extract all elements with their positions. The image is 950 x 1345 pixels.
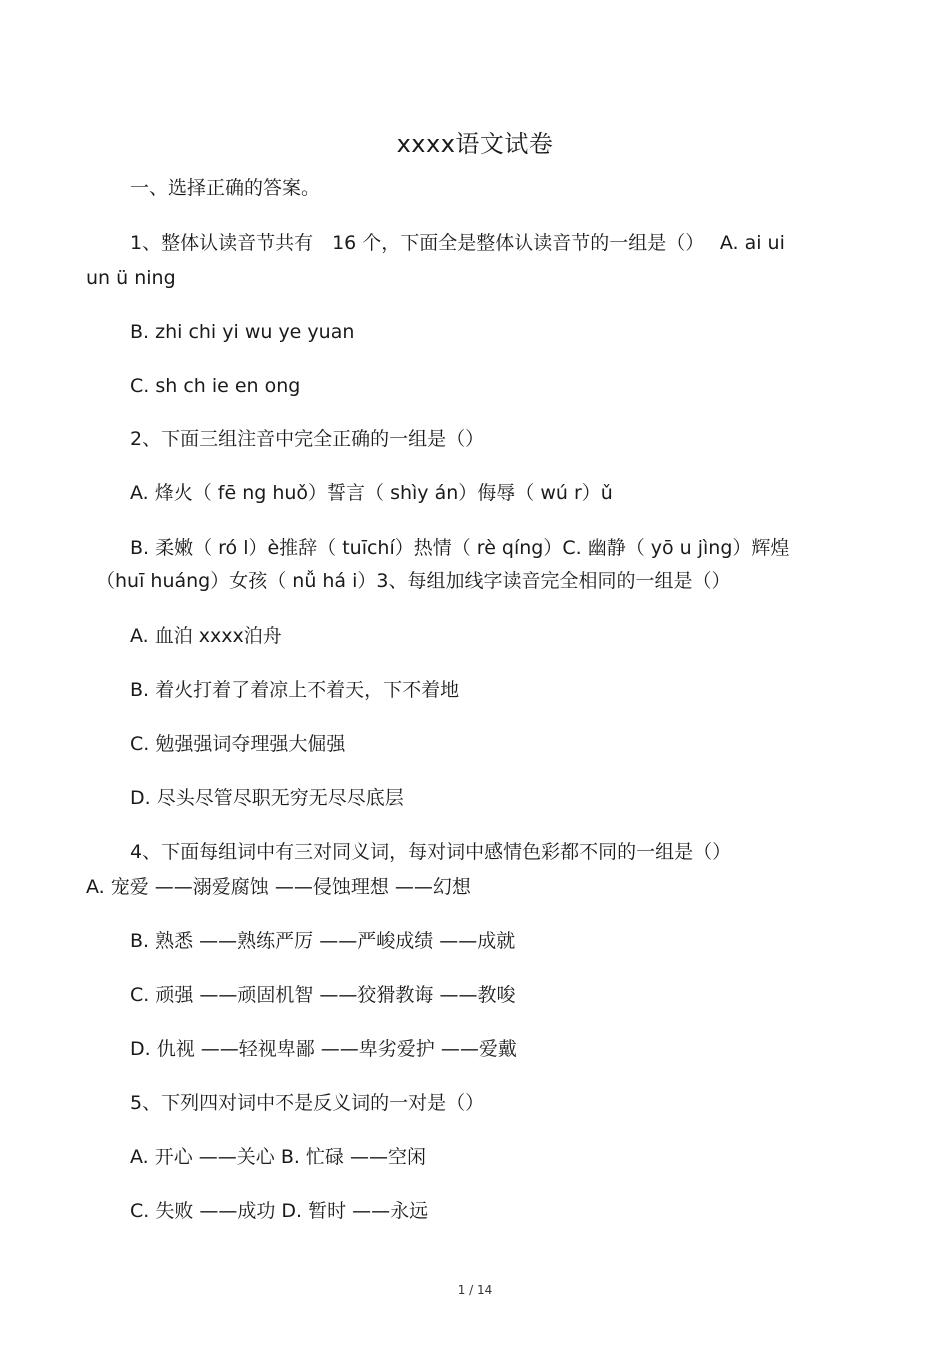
q4-option-d: D. 仇视 ——轻视卑鄙 ——卑劣爱护 ——爱戴 — [130, 1038, 517, 1060]
q5-options-cd: C. 失败 ——成功 D. 暂时 ——永远 — [130, 1200, 429, 1222]
q1-option-b: B. zhi chi yi wu ye yuan — [130, 321, 355, 343]
question-2: 2、下面三组注音中完全正确的一组是（） — [130, 428, 485, 450]
q3-option-d: D. 尽头尽管尽职无穷无尽尽底层 — [130, 787, 404, 809]
q2-option-c-cont: （huī huáng）女孩（ nǚ há i）3、每组加线字读音完全相同的一组是（） — [96, 570, 731, 592]
question-1-cont: un ü ning — [86, 267, 176, 289]
question-4: 4、下面每组词中有三对同义词，每对词中感情色彩都不同的一组是（） — [130, 841, 732, 863]
section-heading: 一、选择正确的答案。 — [130, 177, 321, 199]
q3-option-a: A. 血泊 xxxx泊舟 — [130, 625, 282, 647]
q1-option-c: C. sh ch ie en ong — [130, 375, 301, 397]
q2-option-b: B. 柔嫩（ ró l）è推辞（ tuīchí）热情（ rè qíng）C. 幽静（ yō u jìng）辉煌 — [130, 537, 790, 559]
q5-options-ab: A. 开心 ——关心 B. 忙碌 ——空闲 — [130, 1146, 426, 1168]
q4-option-c: C. 顽强 ——顽固机智 ——狡猾教诲 ——教唆 — [130, 984, 516, 1006]
exam-title: xxxx语文试卷 — [396, 130, 554, 158]
q3-option-b: B. 着火打着了着凉上不着天，下不着地 — [130, 679, 460, 701]
question-1: 1、整体认读音节共有 16 个，下面全是整体认读音节的一组是（） A. ai ui — [130, 232, 785, 254]
question-5: 5、下列四对词中不是反义词的一对是（） — [130, 1092, 485, 1114]
page-number: 1 / 14 — [457, 1283, 493, 1297]
q4-option-b: B. 熟悉 ——熟练严厉 ——严峻成绩 ——成就 — [130, 930, 516, 952]
q3-option-c: C. 勉强强词夺理强大倔强 — [130, 733, 346, 755]
q2-option-a: A. 烽火（ fē ng huǒ）誓言（ shìy án）侮辱（ wú r）ǔ — [130, 482, 613, 504]
q4-option-a: A. 宠爱 ——溺爱腐蚀 ——侵蚀理想 ——幻想 — [86, 876, 471, 898]
